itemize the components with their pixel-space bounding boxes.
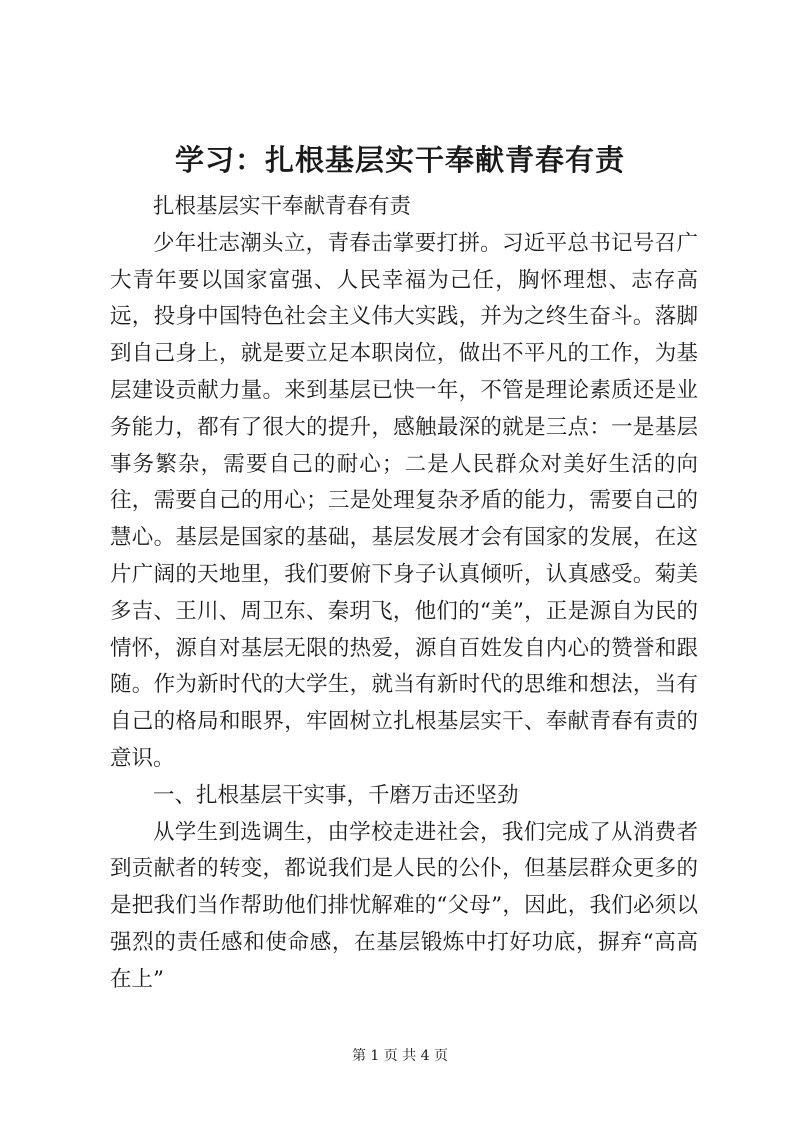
section-heading: 一、扎根基层干实事，千磨万击还坚劲 — [153, 782, 519, 808]
body-paragraph: 少年壮志潮头立，青春击掌要打拼。习近平总书记号召广大青年要以国家富强、人民幸福为己任，胸怀理想、志存高远，投身中国特色社会主义伟大实践，并为之终生奋斗。落脚到自己身上，就是要立足本职岗位，做出不平凡的工作，为基层建设贡献力量。来到基层已快一年，不管是理论素质还是业务能力，都有了很大的提升，感触最深的就是三点：一是基层事务繁杂，需要自己的耐心；二是人民群众对美好生活的向往，需要自己的用心；三是处理复杂矛盾的能力，需要自己的慧心。基层是国家的基础，基层发展才会有国家的发展，在这片广阔的天地里，我们要俯下身子认真倾听，认真感受。菊美多吉、王川、周卫东、秦玥飞，他们的“美”，正是源自为民的情怀，源自对基层无限的热爱，源自百姓发自内心的赞誉和跟随。作为新时代的大学生，就当有新时代的思维和想法，当有自己的格局和眼界，牢固树立扎根基层实干、奉献青春有责的意识。 — [110, 230, 698, 771]
document-body — [110, 189, 698, 999]
subtitle-paragraph: 扎根基层实干奉献青春有责 — [153, 194, 412, 219]
body-paragraph: 从学生到选调生，由学校走进社会，我们完成了从消费者到贡献者的转变，都说我们是人民的公仆，但基层群众更多的是把我们当作帮助他们排忧解难的“父母”，因此，我们必须以强烈的责任感和使命感，在基层锻炼中打好功底，摒弃“高高在上” — [110, 819, 698, 992]
document-title: 学习：扎根基层实干奉献青春有责 — [174, 143, 625, 177]
page-footer: 第 1 页 共 4 页 — [351, 1048, 449, 1064]
